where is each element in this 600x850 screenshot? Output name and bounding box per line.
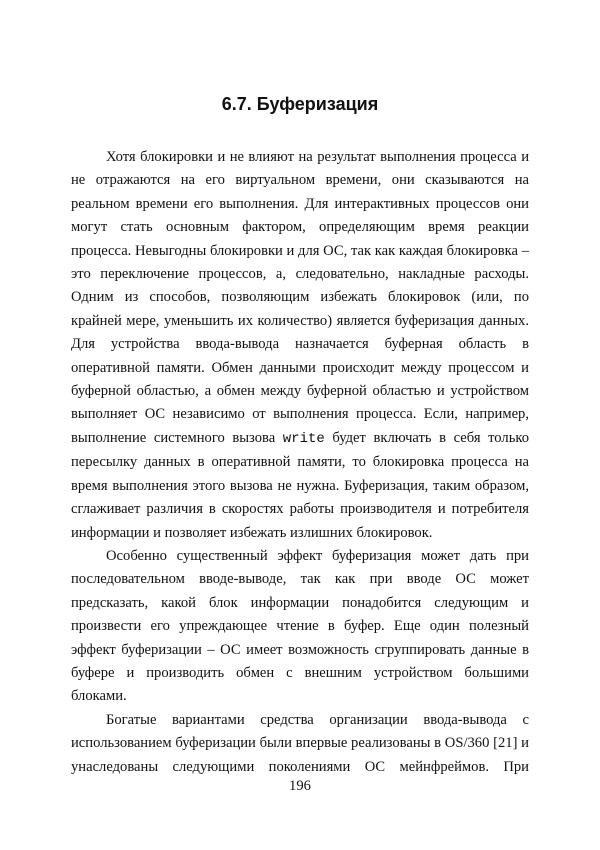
- paragraph-1-text-b: будет включать в себя только пересылку данных в оперативной памяти, то блокировка процесса на время выполнения этого вызова не нужна. Буферизация, таким образом, сглаживает различия в скоростях работы производителя и потребителя информации и позволяет избежать излишних блокировок.: [71, 429, 529, 541]
- page-number: 196: [289, 778, 311, 794]
- section-heading: 6.7. Буферизация: [221, 94, 379, 114]
- paragraph-1-text-a: Хотя блокировки и не влияют на результат выполнения процесса и не отражаются на его виртуальном времени, они сказываются на реальном времени его выполнения. Для интерактивных процессов они могут стать основным фактором, определяющим время реакции процесса. Невыгодны блокировки и для ОС, так как каждая блокировка – это переключение процессов, а, следовательно, накладные расходы. Одним из способов, позволяющим избежать блокировок (или, по крайней мере, уменьшить их количество) является буферизация данных. Для устройства ввода-вывода назначается буферная область в оперативной памяти. Обмен данными происходит между процессом и буферной областью, а обмен между буферной областью и устройством выполняет ОС независимо от выполнения процесса. Если, например, выполнение системного вызова: [71, 149, 529, 446]
- paragraph-2: Особенно существенный эффект буферизация может дать при последовательном вводе-выводе, так как при вводе ОС может предсказать, какой блок информации понадобится следующим и произвести его упреждающее чтение в буфер. Еще один полезный эффект буферизации – ОС имеет возможность сгруппировать данные в буфере и производить обмен с внешним устройством большими блоками.: [71, 547, 529, 705]
- paragraph-3: Богатые вариантами средства организации ввода-вывода с использованием буферизации были впервые реализованы в OS/360 [21] и унаследованы следующими поколениями ОС мейнфреймов. При: [71, 711, 529, 775]
- code-write: write: [282, 430, 325, 447]
- paragraph-1: [71, 146, 529, 545]
- body-text: [71, 146, 529, 779]
